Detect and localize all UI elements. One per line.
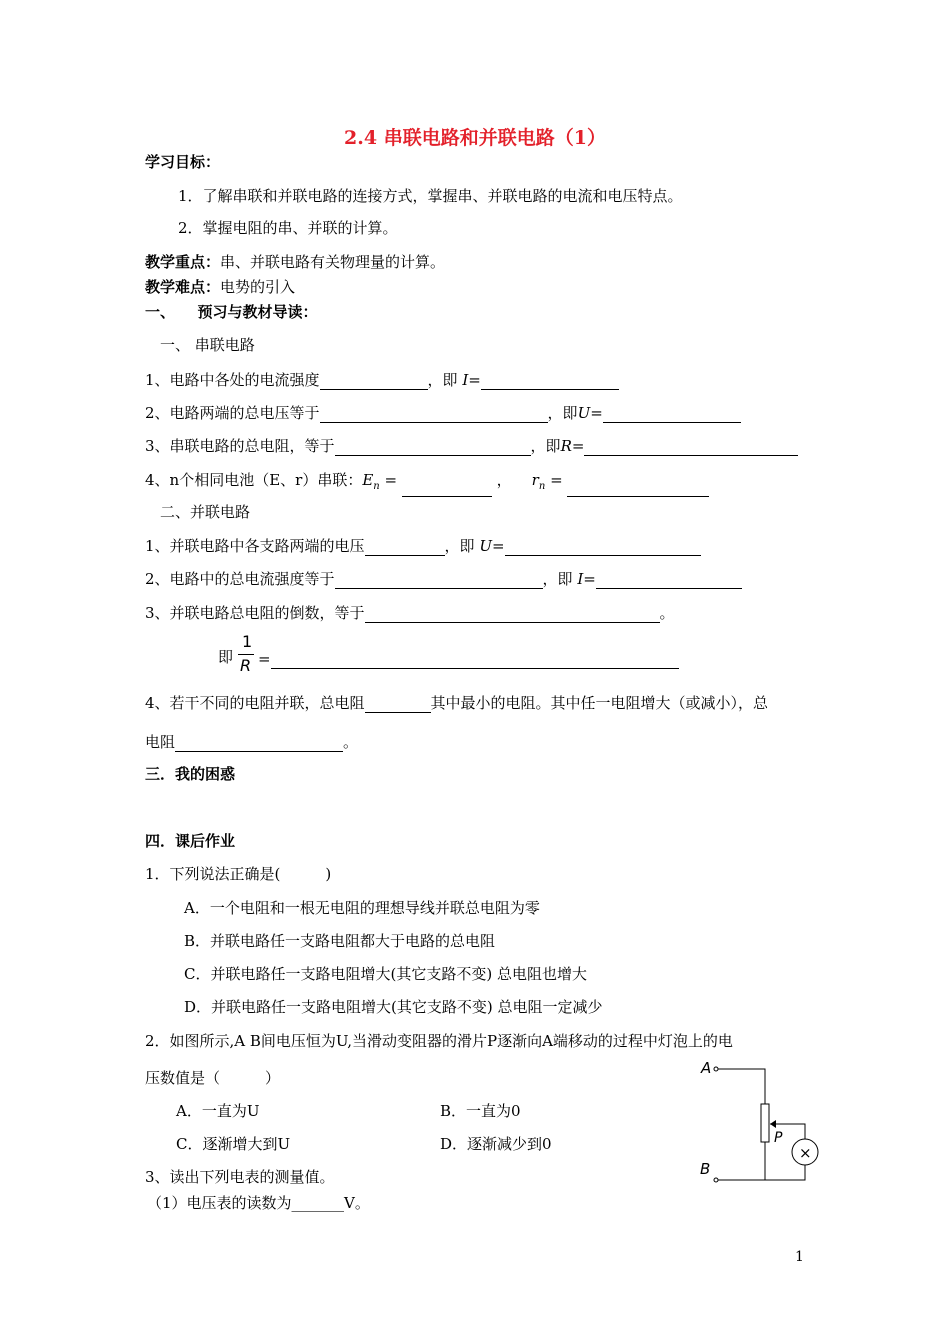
q-mid: ，即 xyxy=(542,570,573,588)
q-mid: ，即 xyxy=(547,404,578,422)
reciprocal-prefix: 即 xyxy=(218,648,234,666)
hw-q1-option-b: B．并联电路任一支路电阻都大于电路的总电阻 xyxy=(184,932,496,950)
hw-q2-option-a: A．一直为U xyxy=(176,1102,260,1120)
answer-blank[interactable] xyxy=(365,606,660,623)
circuit-diagram xyxy=(690,1050,830,1190)
answer-blank[interactable] xyxy=(320,373,428,390)
lamp-cross: × xyxy=(799,1144,812,1162)
q-mid: ，即 xyxy=(444,537,475,555)
r-sub: n xyxy=(538,481,546,492)
reciprocal-eq xyxy=(258,649,679,669)
terminal-b xyxy=(714,1178,718,1182)
q-var: U= xyxy=(577,404,603,422)
fraction-numerator: 1 xyxy=(242,632,253,651)
answer-blank[interactable] xyxy=(320,406,548,423)
q-end: 。 xyxy=(343,733,359,751)
hw-q2-option-d: D．逐渐减少到0 xyxy=(440,1135,552,1153)
answer-blank[interactable] xyxy=(335,572,543,589)
key-point-label: 教学重点： xyxy=(145,253,221,271)
hw-q3-sub1 xyxy=(147,1193,370,1213)
parallel-question-2 xyxy=(145,569,742,589)
terminal-b-label: B xyxy=(700,1160,711,1178)
q-text: 其中最小的电阻。其中任一电阻增大（或减小），总 xyxy=(430,694,769,712)
comma: ， xyxy=(496,471,512,489)
parallel-circuit-heading: 二、并联电路 xyxy=(160,503,251,521)
q-end: V。 xyxy=(344,1194,370,1212)
r-var: r xyxy=(531,471,539,489)
series-question-1 xyxy=(145,370,619,390)
section1-heading: 一、 预习与教材导读： xyxy=(145,303,318,321)
q-text: 3、并联电路总电阻的倒数，等于 xyxy=(145,604,365,622)
hw-q1-option-a: A．一个电阻和一根无电阻的理想导线并联总电阻为零 xyxy=(184,899,540,917)
e-var: E xyxy=(362,471,374,489)
slider-p-label: P xyxy=(774,1130,783,1146)
rheostat xyxy=(761,1104,769,1142)
terminal-a-label: A xyxy=(701,1059,712,1077)
parallel-question-4 xyxy=(145,693,768,713)
q-text: 电阻 xyxy=(145,733,176,751)
answer-blank[interactable] xyxy=(175,735,343,752)
wire-bottom-right xyxy=(765,1165,805,1180)
objectives-heading: 学习目标： xyxy=(145,153,221,171)
q-text: 4、n个相同电池（E、r）串联： xyxy=(145,471,363,489)
section3-heading: 三．我的困惑 xyxy=(145,765,236,783)
series-question-3 xyxy=(145,436,798,456)
answer-blank[interactable] xyxy=(271,652,679,669)
q-var: I= xyxy=(462,371,481,389)
eq-sign: = xyxy=(258,650,271,668)
q-text: 2、电路两端的总电压等于 xyxy=(145,404,320,422)
answer-blank[interactable] xyxy=(505,539,701,556)
q-var: U= xyxy=(479,537,505,555)
fraction-bar xyxy=(238,654,254,655)
section4-heading: 四．课后作业 xyxy=(145,832,236,850)
hw-question-1: 1．下列说法正确是( ) xyxy=(145,865,332,883)
answer-blank[interactable] xyxy=(603,406,741,423)
terminal-a xyxy=(714,1067,718,1071)
key-point xyxy=(145,252,445,272)
q-mid: ，即 xyxy=(427,371,458,389)
answer-blank[interactable] xyxy=(481,373,619,390)
hw-q2-option-c: C．逐渐增大到U xyxy=(176,1135,291,1153)
answer-blank[interactable] xyxy=(567,480,709,497)
q-var: I= xyxy=(577,570,596,588)
difficulty-label: 教学难点： xyxy=(145,278,221,296)
answer-blank[interactable] xyxy=(365,539,445,556)
key-point-text: 串、并联电路有关物理量的计算。 xyxy=(220,253,446,271)
q-mid: ，即 xyxy=(530,437,561,455)
series-circuit-heading: 一、 串联电路 xyxy=(160,336,255,354)
q-text: 3、串联电路的总电阻，等于 xyxy=(145,437,335,455)
difficulty xyxy=(145,277,295,297)
wire-bottom-left xyxy=(718,1142,765,1180)
answer-blank[interactable] xyxy=(584,439,798,456)
eq-sign: = xyxy=(384,471,398,489)
hw-question-3: 3、读出下列电表的测量值。 xyxy=(145,1168,335,1186)
eq-sign: = xyxy=(550,471,563,489)
hw-question-2: 2．如图所示,A B间电压恒为U,当滑动变阻器的滑片P逐渐向A端移动的过程中灯泡上的电 xyxy=(145,1032,733,1050)
answer-blank[interactable]: _______ xyxy=(291,1194,345,1212)
q-text: 2、电路中的总电流强度等于 xyxy=(145,570,335,588)
series-question-4 xyxy=(145,470,709,497)
parallel-question-1 xyxy=(145,536,701,556)
e-sub: n xyxy=(373,481,380,492)
wire-top xyxy=(718,1069,765,1104)
hw-q1-option-d: D．并联电路任一支路电阻增大(其它支路不变) 总电阻一定减少 xyxy=(184,998,603,1016)
answer-blank[interactable] xyxy=(596,572,742,589)
hw-q1-option-c: C．并联电路任一支路电阻增大(其它支路不变) 总电阻也增大 xyxy=(184,965,587,983)
answer-blank[interactable] xyxy=(365,696,431,713)
fraction-denominator: R xyxy=(240,656,252,675)
difficulty-text: 电势的引入 xyxy=(220,278,296,296)
answer-blank[interactable] xyxy=(335,439,531,456)
page-number: 1 xyxy=(795,1249,804,1265)
objective-item-2: 2．掌握电阻的串、并联的计算。 xyxy=(178,219,398,237)
q-text: 1、并联电路中各支路两端的电压 xyxy=(145,537,365,555)
q-text: （1）电压表的读数为 xyxy=(147,1194,292,1212)
q-text: 4、若干不同的电阻并联，总电阻 xyxy=(145,694,365,712)
answer-blank[interactable] xyxy=(402,480,492,497)
parallel-question-3 xyxy=(145,603,675,623)
q-end: 。 xyxy=(659,604,675,622)
hw-question-2-cont: 压数值是（ ） xyxy=(145,1069,281,1087)
hw-q2-option-b: B．一直为0 xyxy=(440,1102,521,1120)
series-question-2 xyxy=(145,403,741,423)
objective-item-1: 1．了解串联和并联电路的连接方式，掌握串、并联电路的电流和电压特点。 xyxy=(178,187,683,205)
slider-arrow xyxy=(770,1120,776,1128)
q-text: 1、电路中各处的电流强度 xyxy=(145,371,320,389)
page-title: 2.4 串联电路和并联电路（1） xyxy=(344,127,606,149)
parallel-question-4-cont xyxy=(145,732,358,752)
q-var: R= xyxy=(560,437,585,455)
